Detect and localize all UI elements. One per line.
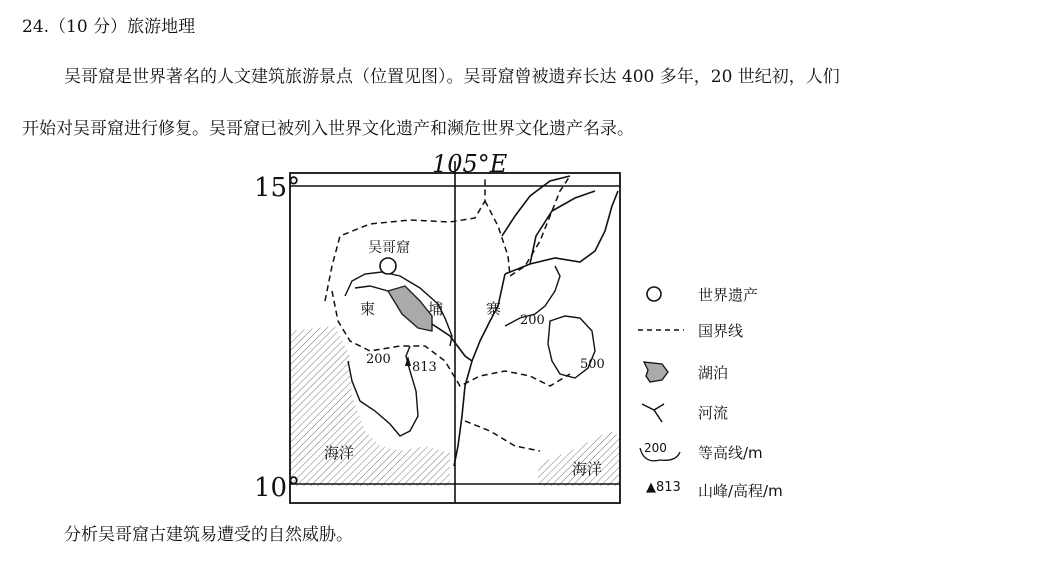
lon-label: 105°E (432, 150, 508, 178)
lat-label-bottom: 10° (254, 473, 301, 503)
question-prompt: 分析吴哥窟古建筑易遭受的自然威胁。 (64, 525, 353, 545)
river-tributary-2 (530, 191, 595, 264)
lat-label-top: 15° (254, 173, 301, 203)
peak-label: 813 (412, 360, 437, 375)
heritage-circle-icon (634, 280, 686, 308)
legend-contour-sample: 200 (644, 441, 667, 455)
sea-label-right: 海洋 (572, 460, 603, 478)
legend-label-contour: 等高线/m (698, 444, 763, 462)
contour-label-500: 500 (580, 357, 605, 372)
border-dash-icon (634, 316, 686, 344)
country-char-2: 埔 (428, 300, 444, 318)
legend-label-heritage: 世界遗产 (698, 286, 759, 304)
question-header: 24.（10 分）旅游地理 (22, 17, 196, 37)
contour-label-200-b: 200 (366, 352, 391, 367)
lake-icon (634, 358, 686, 386)
river-tributary-1 (505, 191, 618, 274)
sea-label-left: 海洋 (324, 444, 355, 462)
legend-peak-sample: ▲813 (646, 480, 681, 495)
legend-label-border: 国界线 (698, 322, 744, 340)
legend-row-contour (630, 438, 830, 466)
border-line-east (485, 176, 570, 276)
legend-label-peak: 山峰/高程/m (698, 482, 783, 500)
legend-row-heritage (630, 280, 830, 308)
border-line-southeast (465, 421, 540, 451)
legend-row-peak (630, 476, 830, 504)
country-char-1: 柬 (360, 300, 376, 318)
border-line (325, 176, 485, 301)
river-west (355, 286, 388, 291)
angkor-site-marker (380, 258, 396, 274)
angkor-map (240, 146, 640, 516)
sea-area-left (290, 326, 450, 486)
contour-icon (634, 438, 686, 466)
river-icon (634, 398, 686, 426)
legend-row-border (630, 316, 830, 344)
country-char-3: 寨 (486, 300, 502, 318)
contour-label-200-a: 200 (520, 313, 545, 328)
legend-row-river (630, 398, 830, 426)
map-legend (630, 278, 830, 508)
question-paragraph-line2: 开始对吴哥窟进行修复。吴哥窟已被列入世界文化遗产和濒危世界文化遗产名录。 (22, 119, 634, 139)
site-label: 吴哥窟 (368, 240, 410, 256)
legend-label-lake: 湖泊 (698, 364, 729, 382)
legend-label-river: 河流 (698, 404, 729, 422)
river-lake-outlet (432, 324, 472, 361)
question-paragraph-line1: 吴哥窟是世界著名的人文建筑旅游景点（位置见图）。吴哥窟曾被遗弃长达 400 多年，20 世纪初，人们 (64, 67, 840, 87)
legend-row-lake (630, 358, 830, 386)
